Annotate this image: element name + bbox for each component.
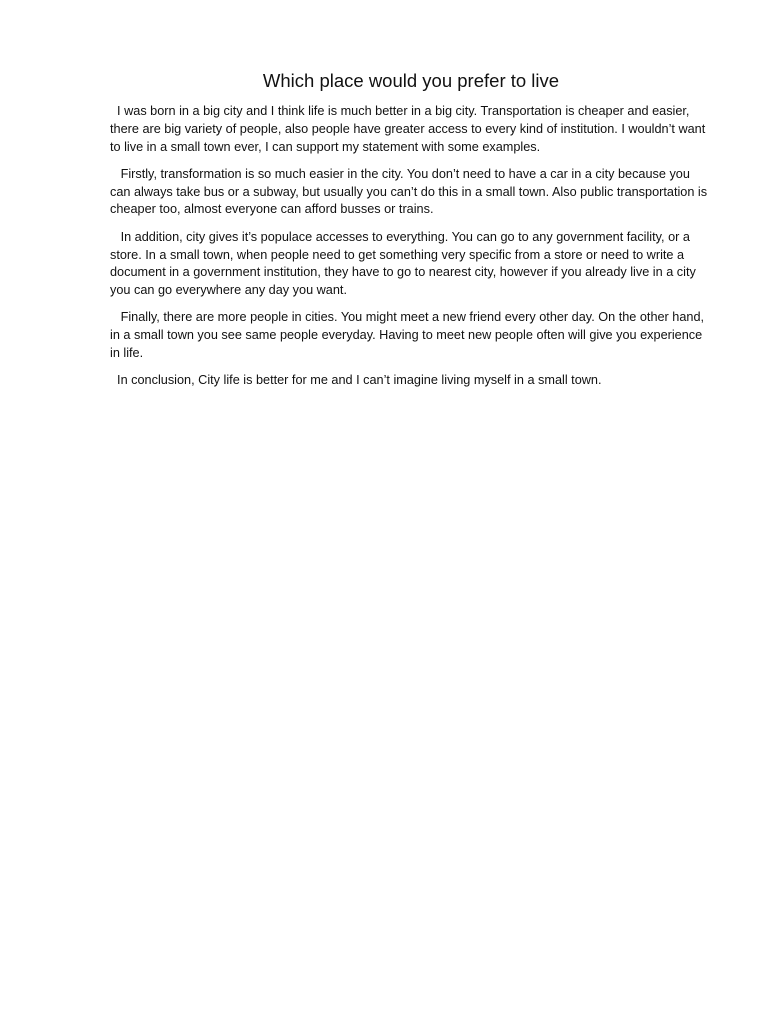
paragraph-introduction: I was born in a big city and I think life is much better in a big city. Transportation is cheaper and easier, there are big variety of people, also people have greater access to every kind of institution. I wouldn’t want to live in a small town ever, I can support my statement with some examples. <box>110 104 706 154</box>
document-title: Which place would you prefer to live <box>262 70 560 91</box>
document-body <box>110 103 712 400</box>
paragraph-transportation: Firstly, transformation is so much easier in the city. You don’t need to have a car in a city because you can always take bus or a subway, but usually you can’t do this in a small town. Also public transportation is cheaper too, almost everyone can afford busses or trains. <box>110 166 708 217</box>
paragraph-people: Finally, there are more people in cities. You might meet a new friend every other day. On the other hand, in a small town you see same people everyday. Having to meet new people often will give you experience in life. <box>110 310 705 361</box>
paragraph-access: In addition, city gives it’s populace accesses to everything. You can go to any government facility, or a store. In a small town, when people need to get something very specific from a store or need to write a document in a government institution, they have to go to nearest city, however if you already live in a city you can go everywhere any day you want. <box>110 229 696 298</box>
paragraph-conclusion: In conclusion, City life is better for me and I can’t imagine living myself in a small town. <box>110 373 602 388</box>
